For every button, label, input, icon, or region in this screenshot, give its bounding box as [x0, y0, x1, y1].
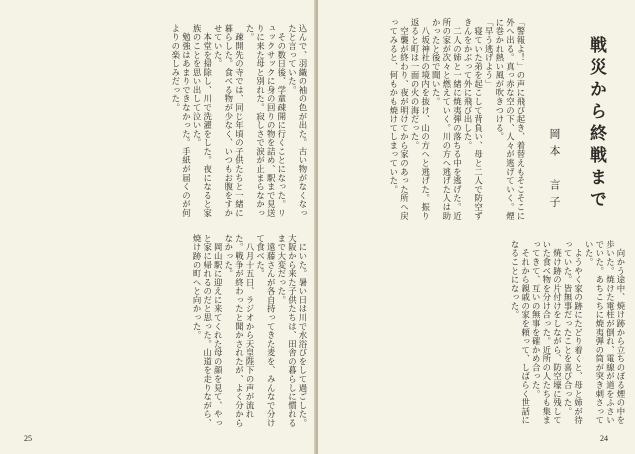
left-page-number: 25: [24, 434, 32, 443]
left-page-upper-text: 込んで、羽織の袖の色が出た。古い物がなくなったと言っていた。 その数日後、学童疎開に行くことになった。リュックサックに身の回りの物を詰め、駅まで見送りに来た母と別れた。寂しさで涙が止まらなかった。 疎開先の寺では、同じ年頃の子供たちと一緒に暮らした。食べる物が少なく、いつもお腹をすかせていた。 本堂を掃除し、川で洗濯をした。夜になると家族のことを思い出して泣いた。 勉強はあまりできなかった。手紙が届くのが何よりの楽しみだった。: [170, 24, 308, 218]
right-page-number: 24: [600, 434, 608, 443]
left-page-lower-text: にいた。暑い日は川で水浴びをして過ごした。大阪から来た子供たちは、田舎の暮らしに慣れるまで大変だった。 遠藤さんが各自持ってきた麦を、みんなで分けて食べた。 八月十五日、ラジオから天皇陛下の声が流れた。戦争が終わったと聞かされたが、よく分からなかった。 岡山駅に迎えに来てくれた母の顔を見て、やっと家に帰れるのだと思った。山道を走りながら、焼け跡の町へと向かった。: [192, 234, 308, 428]
right-page-upper-text: 「警報よ！」の声に飛び起き、着替えもそこそこに外へ出る。真っ赤な空の下、人々が逃げていく。煙に巻かれ熱い風が吹きつける。 「早う逃げよう」 寝ていた弟を起こして背負い、母と二人で防空ずきんをかぶって外に飛び出した。 二人の姉と一緒に焼夷弾の落ちる中を逃げた。近所の家が次々と燃えていく。川の方へ逃げた人は助かったと後で聞いた。 八坂神社の境内を抜け、山の方へと逃げた。振り返ると町は一面の火の海だった。 空襲が終わり、夜が明けてから家のあった所へ戻ってみると、何もかも焼けてしまっていた。: [388, 18, 526, 221]
author-name: 岡本 言子: [548, 128, 561, 213]
right-page: [318, 0, 635, 454]
right-page-lower-text: 向かう途中、焼け跡から立ちのぼる煙の中を歩いた。焼けた電柱が倒れ、電線が道をふさいでいた。あちこちに焼夷弾の筒が突き刺さっていた。 ようやく家の跡にたどり着くと、母と姉が待っていた。皆無事だったことを喜び合った。 焼け跡の片付けをしながら、防空壕に残していた食べ物を分け合った。近所の人たちも集まってきて、互いの無事を確かめ合った。 それから親戚の家を頼って、しばらく世話になることになった。: [510, 240, 626, 425]
left-page: [0, 0, 316, 454]
article-title: 戦災から終戦まで: [586, 36, 606, 212]
